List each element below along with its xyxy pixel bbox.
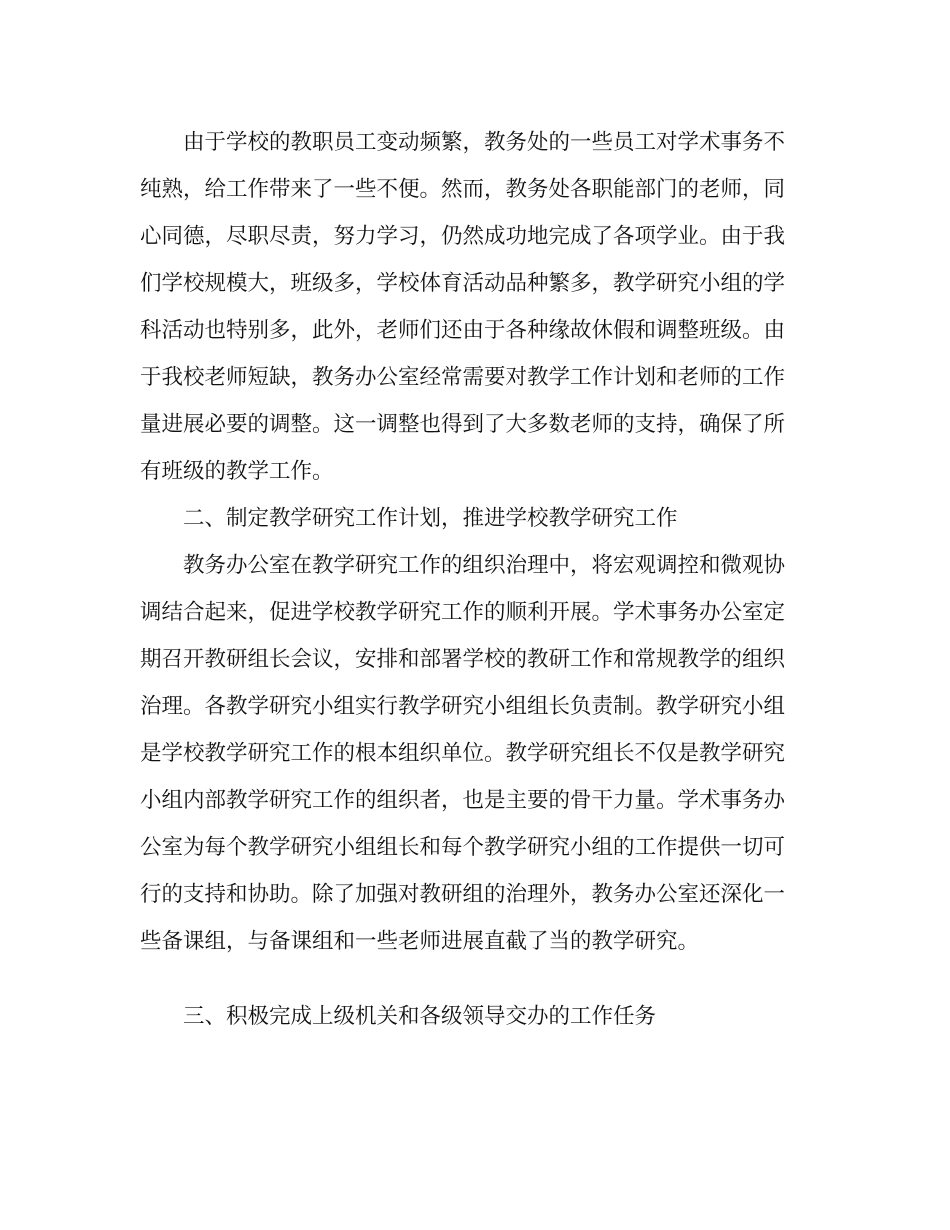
paragraph-1-line: 心同德，尽职尽责，努力学习，仍然成功地完成了各项学业。由于我 <box>140 224 786 249</box>
paragraph-1-line: 由于学校的教职员工变动频繁，教务处的一些员工对学术事务不 <box>183 130 786 155</box>
paragraph-2-line: 教务办公室在教学研究工作的组织治理中，将宏观调控和微观协 <box>183 553 786 578</box>
paragraph-2-line: 是学校教学研究工作的根本组织单位。教学研究组长不仅是教学研究 <box>140 741 786 766</box>
paragraph-1-line: 科活动也特别多，此外，老师们还由于各种缘故休假和调整班级。由 <box>140 318 786 343</box>
paragraph-1-line: 纯熟，给工作带来了一些不便。然而，教务处各职能部门的老师，同 <box>140 177 786 202</box>
section-heading-2: 二、制定教学研究工作计划，推进学校教学研究工作 <box>183 506 678 531</box>
paragraph-2-line: 些备课组，与备课组和一些老师进展直截了当的教学研究。 <box>140 929 700 954</box>
paragraph-2-line: 调结合起来，促进学校教学研究工作的顺利开展。学术事务办公室定 <box>140 600 786 625</box>
paragraph-2-line: 公室为每个教学研究小组组长和每个教学研究小组的工作提供一切可 <box>140 835 786 860</box>
paragraph-1-line: 有班级的教学工作。 <box>140 459 334 484</box>
paragraph-1-line: 们学校规模大，班级多，学校体育活动品种繁多，教学研究小组的学 <box>140 271 786 296</box>
paragraph-2-line: 期召开教研组长会议，安排和部署学校的教研工作和常规教学的组织 <box>140 647 786 672</box>
paragraph-2-line: 行的支持和协助。除了加强对教研组的治理外，教务办公室还深化一 <box>140 882 786 907</box>
paragraph-1-line: 于我校老师短缺，教务办公室经常需要对教学工作计划和老师的工作 <box>140 365 786 390</box>
paragraph-2-line: 治理。各教学研究小组实行教学研究小组组长负责制。教学研究小组 <box>140 694 786 719</box>
section-heading-3: 三、积极完成上级机关和各级领导交办的工作任务 <box>183 1004 657 1029</box>
paragraph-2-line: 小组内部教学研究工作的组织者，也是主要的骨干力量。学术事务办 <box>140 788 786 813</box>
paragraph-1-line: 量进展必要的调整。这一调整也得到了大多数老师的支持，确保了所 <box>140 412 786 437</box>
